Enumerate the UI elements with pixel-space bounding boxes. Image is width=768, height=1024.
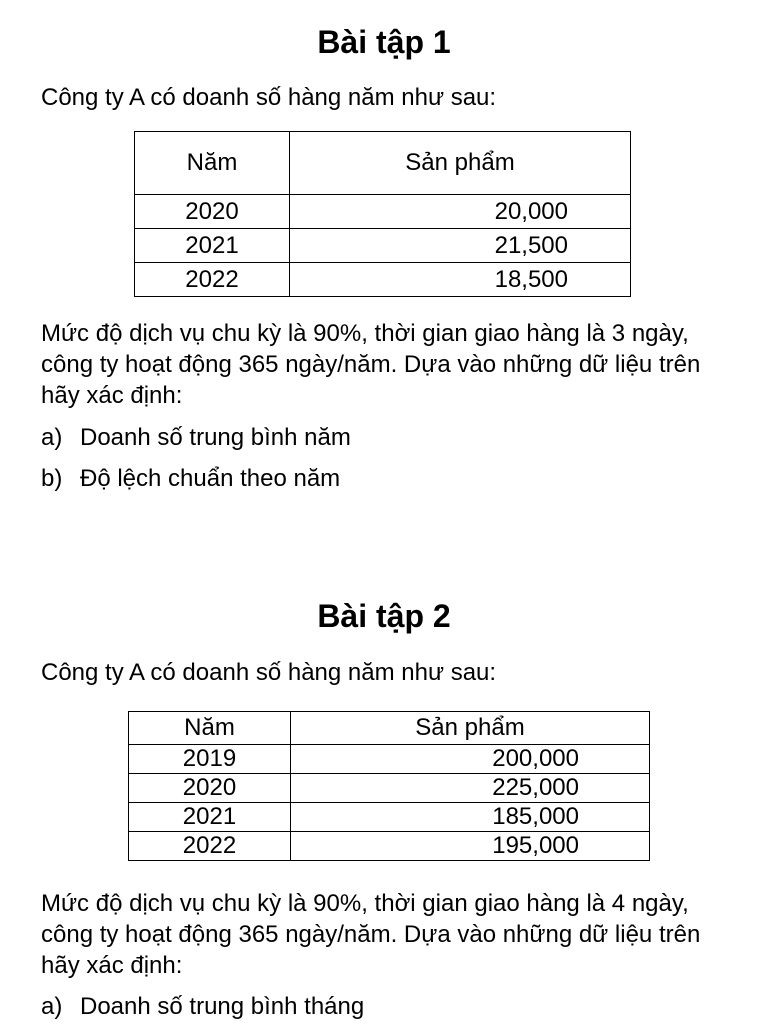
exercise-1-title: Bài tập 1 xyxy=(317,24,451,60)
product-cell: 200,000 xyxy=(291,745,650,774)
year-cell: 2020 xyxy=(129,774,291,803)
product-cell: 185,000 xyxy=(291,803,650,832)
product-cell: 20,000 xyxy=(290,195,631,229)
question-marker: a) xyxy=(41,424,63,451)
product-cell: 225,000 xyxy=(291,774,650,803)
exercise-2-description: Mức độ dịch vụ chu kỳ là 90%, thời gian giao hàng là 4 ngày, công ty hoạt động 365 ngày/năm. Dựa vào những dữ liệu trên hãy xác định: xyxy=(41,890,701,979)
exercise-2-intro: Công ty A có doanh số hàng năm như sau: xyxy=(41,659,497,686)
product-cell: 195,000 xyxy=(291,832,650,861)
exercise-1-sales-table xyxy=(134,131,631,297)
question-marker: b) xyxy=(41,465,63,492)
exercise-1-description: Mức độ dịch vụ chu kỳ là 90%, thời gian giao hàng là 3 ngày, công ty hoạt động 365 ngày/năm. Dựa vào những dữ liệu trên hãy xác định: xyxy=(41,320,701,409)
table-row xyxy=(129,803,650,832)
question-text: Doanh số trung bình tháng xyxy=(80,993,365,1020)
year-cell: 2021 xyxy=(129,803,291,832)
table-header-row xyxy=(135,132,631,195)
table-row xyxy=(135,195,631,229)
year-cell: 2019 xyxy=(129,745,291,774)
year-cell: 2022 xyxy=(135,263,290,297)
year-cell: 2022 xyxy=(129,832,291,861)
year-cell: 2020 xyxy=(135,195,290,229)
exercise-1-question-b xyxy=(41,463,340,494)
exercise-2-question-a xyxy=(41,991,364,1022)
exercise-2-sales-table xyxy=(128,711,650,861)
table-row xyxy=(135,263,631,297)
table-row xyxy=(129,745,650,774)
product-cell: 21,500 xyxy=(290,229,631,263)
table-row xyxy=(129,832,650,861)
table-row xyxy=(135,229,631,263)
column-header-product: Sản phẩm xyxy=(291,712,650,745)
table-header-row xyxy=(129,712,650,745)
table-row xyxy=(129,774,650,803)
exercise-1-question-a xyxy=(41,422,351,453)
column-header-year: Năm xyxy=(129,712,291,745)
exercise-2-title: Bài tập 2 xyxy=(317,598,451,634)
column-header-product: Sản phẩm xyxy=(290,132,631,195)
product-cell: 18,500 xyxy=(290,263,631,297)
year-cell: 2021 xyxy=(135,229,290,263)
question-text: Doanh số trung bình năm xyxy=(80,424,351,451)
question-marker: a) xyxy=(41,993,63,1020)
column-header-year: Năm xyxy=(135,132,290,195)
exercise-1-intro: Công ty A có doanh số hàng năm như sau: xyxy=(41,84,497,111)
question-text: Độ lệch chuẩn theo năm xyxy=(80,465,341,492)
